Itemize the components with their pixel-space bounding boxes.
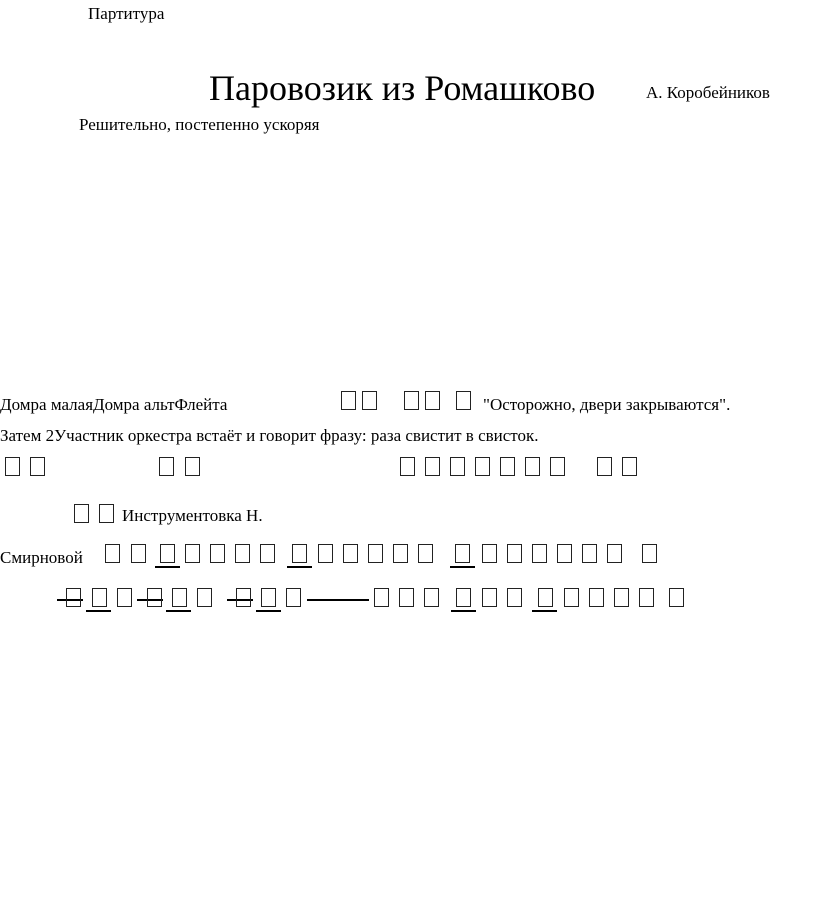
missing-glyph-icon bbox=[564, 588, 579, 607]
missing-glyph-icon bbox=[30, 457, 45, 476]
missing-glyph-icon bbox=[557, 544, 572, 563]
missing-glyph-icon bbox=[507, 588, 522, 607]
composer-name: А. Коробейников bbox=[646, 83, 770, 102]
missing-glyph-icon bbox=[455, 544, 470, 563]
missing-glyph-icon bbox=[450, 457, 465, 476]
missing-glyph-icon bbox=[235, 544, 250, 563]
missing-glyph-icon bbox=[525, 457, 540, 476]
missing-glyph-icon bbox=[607, 544, 622, 563]
missing-glyph-icon bbox=[500, 457, 515, 476]
missing-glyph-icon bbox=[400, 457, 415, 476]
spoken-phrase: "Осторожно, двери закрываются". bbox=[483, 395, 731, 414]
missing-glyph-icon bbox=[105, 544, 120, 563]
missing-glyph-icon bbox=[482, 544, 497, 563]
missing-glyph-icon bbox=[99, 504, 114, 523]
missing-glyph-icon bbox=[456, 391, 471, 410]
missing-glyph-icon bbox=[475, 457, 490, 476]
missing-glyph-icon bbox=[74, 504, 89, 523]
missing-glyph-icon bbox=[341, 391, 356, 410]
underline-mark bbox=[451, 610, 476, 612]
arranger-surname: Смирновой bbox=[0, 548, 83, 567]
missing-glyph-icon bbox=[368, 544, 383, 563]
missing-glyph-icon bbox=[404, 391, 419, 410]
missing-glyph-icon bbox=[160, 544, 175, 563]
performance-instruction: Затем 2Участник оркестра встаёт и говорит фразу: раза свистит в свисток. bbox=[0, 426, 539, 445]
missing-glyph-icon bbox=[418, 544, 433, 563]
missing-glyph-icon bbox=[236, 588, 251, 607]
missing-glyph-icon bbox=[260, 544, 275, 563]
missing-glyph-icon bbox=[538, 588, 553, 607]
arranger-credit: Инструментовка Н. bbox=[122, 506, 263, 525]
missing-glyph-icon bbox=[286, 588, 301, 607]
underline-mark bbox=[450, 566, 475, 568]
missing-glyph-icon bbox=[614, 588, 629, 607]
missing-glyph-icon bbox=[131, 544, 146, 563]
instrument-list: Домра малаяДомра альтФлейта bbox=[0, 395, 228, 414]
missing-glyph-icon bbox=[425, 391, 440, 410]
missing-glyph-icon bbox=[362, 391, 377, 410]
missing-glyph-icon bbox=[261, 588, 276, 607]
missing-glyph-icon bbox=[582, 544, 597, 563]
underline-mark bbox=[532, 610, 557, 612]
missing-glyph-icon bbox=[66, 588, 81, 607]
missing-glyph-icon bbox=[589, 588, 604, 607]
missing-glyph-icon bbox=[292, 544, 307, 563]
missing-glyph-icon bbox=[197, 588, 212, 607]
missing-glyph-icon bbox=[622, 457, 637, 476]
missing-glyph-icon bbox=[425, 457, 440, 476]
underline-mark bbox=[86, 610, 111, 612]
missing-glyph-icon bbox=[147, 588, 162, 607]
missing-glyph-icon bbox=[399, 588, 414, 607]
missing-glyph-icon bbox=[210, 544, 225, 563]
missing-glyph-icon bbox=[185, 544, 200, 563]
missing-glyph-icon bbox=[5, 457, 20, 476]
missing-glyph-icon bbox=[669, 588, 684, 607]
missing-glyph-icon bbox=[532, 544, 547, 563]
dash-mark bbox=[307, 599, 369, 601]
underline-mark bbox=[287, 566, 312, 568]
missing-glyph-icon bbox=[318, 544, 333, 563]
missing-glyph-icon bbox=[117, 588, 132, 607]
missing-glyph-icon bbox=[424, 588, 439, 607]
underline-mark bbox=[166, 610, 191, 612]
missing-glyph-icon bbox=[642, 544, 657, 563]
missing-glyph-icon bbox=[456, 588, 471, 607]
missing-glyph-icon bbox=[597, 457, 612, 476]
missing-glyph-icon bbox=[393, 544, 408, 563]
underline-mark bbox=[155, 566, 180, 568]
missing-glyph-icon bbox=[172, 588, 187, 607]
missing-glyph-icon bbox=[639, 588, 654, 607]
missing-glyph-icon bbox=[482, 588, 497, 607]
underline-mark bbox=[256, 610, 281, 612]
piece-title: Паровозик из Ромашково bbox=[209, 68, 596, 108]
missing-glyph-icon bbox=[159, 457, 174, 476]
missing-glyph-icon bbox=[92, 588, 107, 607]
missing-glyph-icon bbox=[374, 588, 389, 607]
missing-glyph-icon bbox=[343, 544, 358, 563]
score-label: Партитура bbox=[88, 4, 165, 23]
tempo-marking: Решительно, постепенно ускоряя bbox=[79, 115, 320, 134]
missing-glyph-icon bbox=[185, 457, 200, 476]
missing-glyph-icon bbox=[507, 544, 522, 563]
missing-glyph-icon bbox=[550, 457, 565, 476]
